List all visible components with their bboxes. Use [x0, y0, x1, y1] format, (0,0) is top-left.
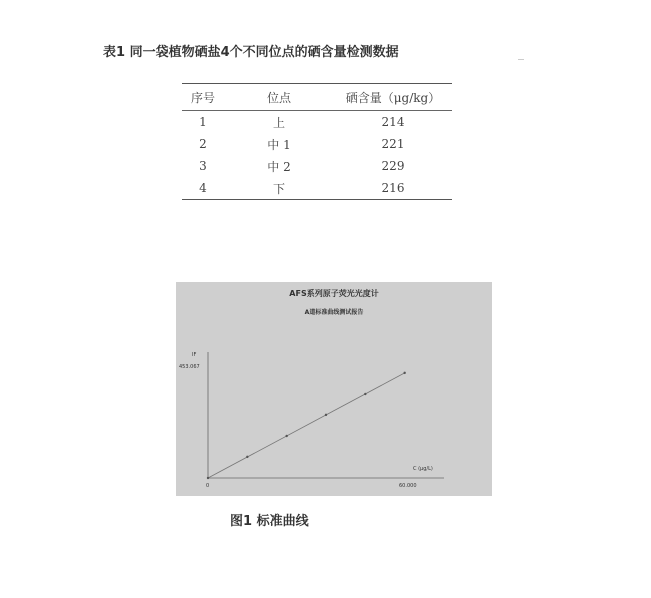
cell-index: 4 — [199, 181, 207, 195]
x-tick-label-0: 0 — [206, 483, 210, 489]
series-line — [208, 373, 405, 478]
divider — [518, 59, 524, 60]
header-index: 序号 — [190, 90, 215, 105]
table-row — [182, 133, 452, 155]
table-row — [182, 111, 452, 134]
table-caption: 表1 同一袋植物硒盐4个不同位点的硒含量检测数据 — [103, 45, 399, 60]
standard-curve-chart — [176, 282, 492, 496]
cell-value: 216 — [381, 181, 405, 195]
x-tick-label-1: 60.000 — [399, 483, 417, 489]
calibration-curve-photo — [176, 282, 492, 496]
table-row — [182, 177, 452, 200]
data-point — [246, 456, 248, 458]
table-header-row — [182, 84, 452, 111]
cell-position: 中 2 — [267, 159, 291, 174]
cell-index: 3 — [199, 159, 207, 173]
selenium-data-table — [182, 83, 452, 200]
report-subtitle: A道标准曲线测试报告 — [304, 309, 364, 316]
figure-caption: 图1 标准曲线 — [230, 514, 309, 529]
data-point — [285, 435, 287, 437]
data-point — [325, 414, 327, 416]
cell-position: 上 — [272, 115, 285, 130]
y-axis-label: IF — [192, 352, 197, 358]
header-selenium-content: 硒含量（μg/kg） — [345, 90, 441, 105]
header-position: 位点 — [266, 90, 291, 105]
table-row — [182, 155, 452, 177]
cell-value: 221 — [381, 137, 405, 151]
data-point — [207, 477, 209, 479]
y-tick-label: 453.067 — [179, 364, 200, 370]
x-axis-label: C (μg/L) — [413, 466, 433, 472]
cell-value: 214 — [381, 115, 405, 129]
cell-position: 下 — [272, 181, 285, 196]
cell-position: 中 1 — [267, 137, 291, 152]
cell-value: 229 — [381, 159, 405, 173]
data-point — [403, 372, 405, 374]
cell-index: 2 — [199, 137, 207, 151]
data-point — [364, 393, 366, 395]
cell-index: 1 — [199, 115, 207, 129]
instrument-title: AFS系列原子荧光光度计 — [289, 289, 379, 298]
